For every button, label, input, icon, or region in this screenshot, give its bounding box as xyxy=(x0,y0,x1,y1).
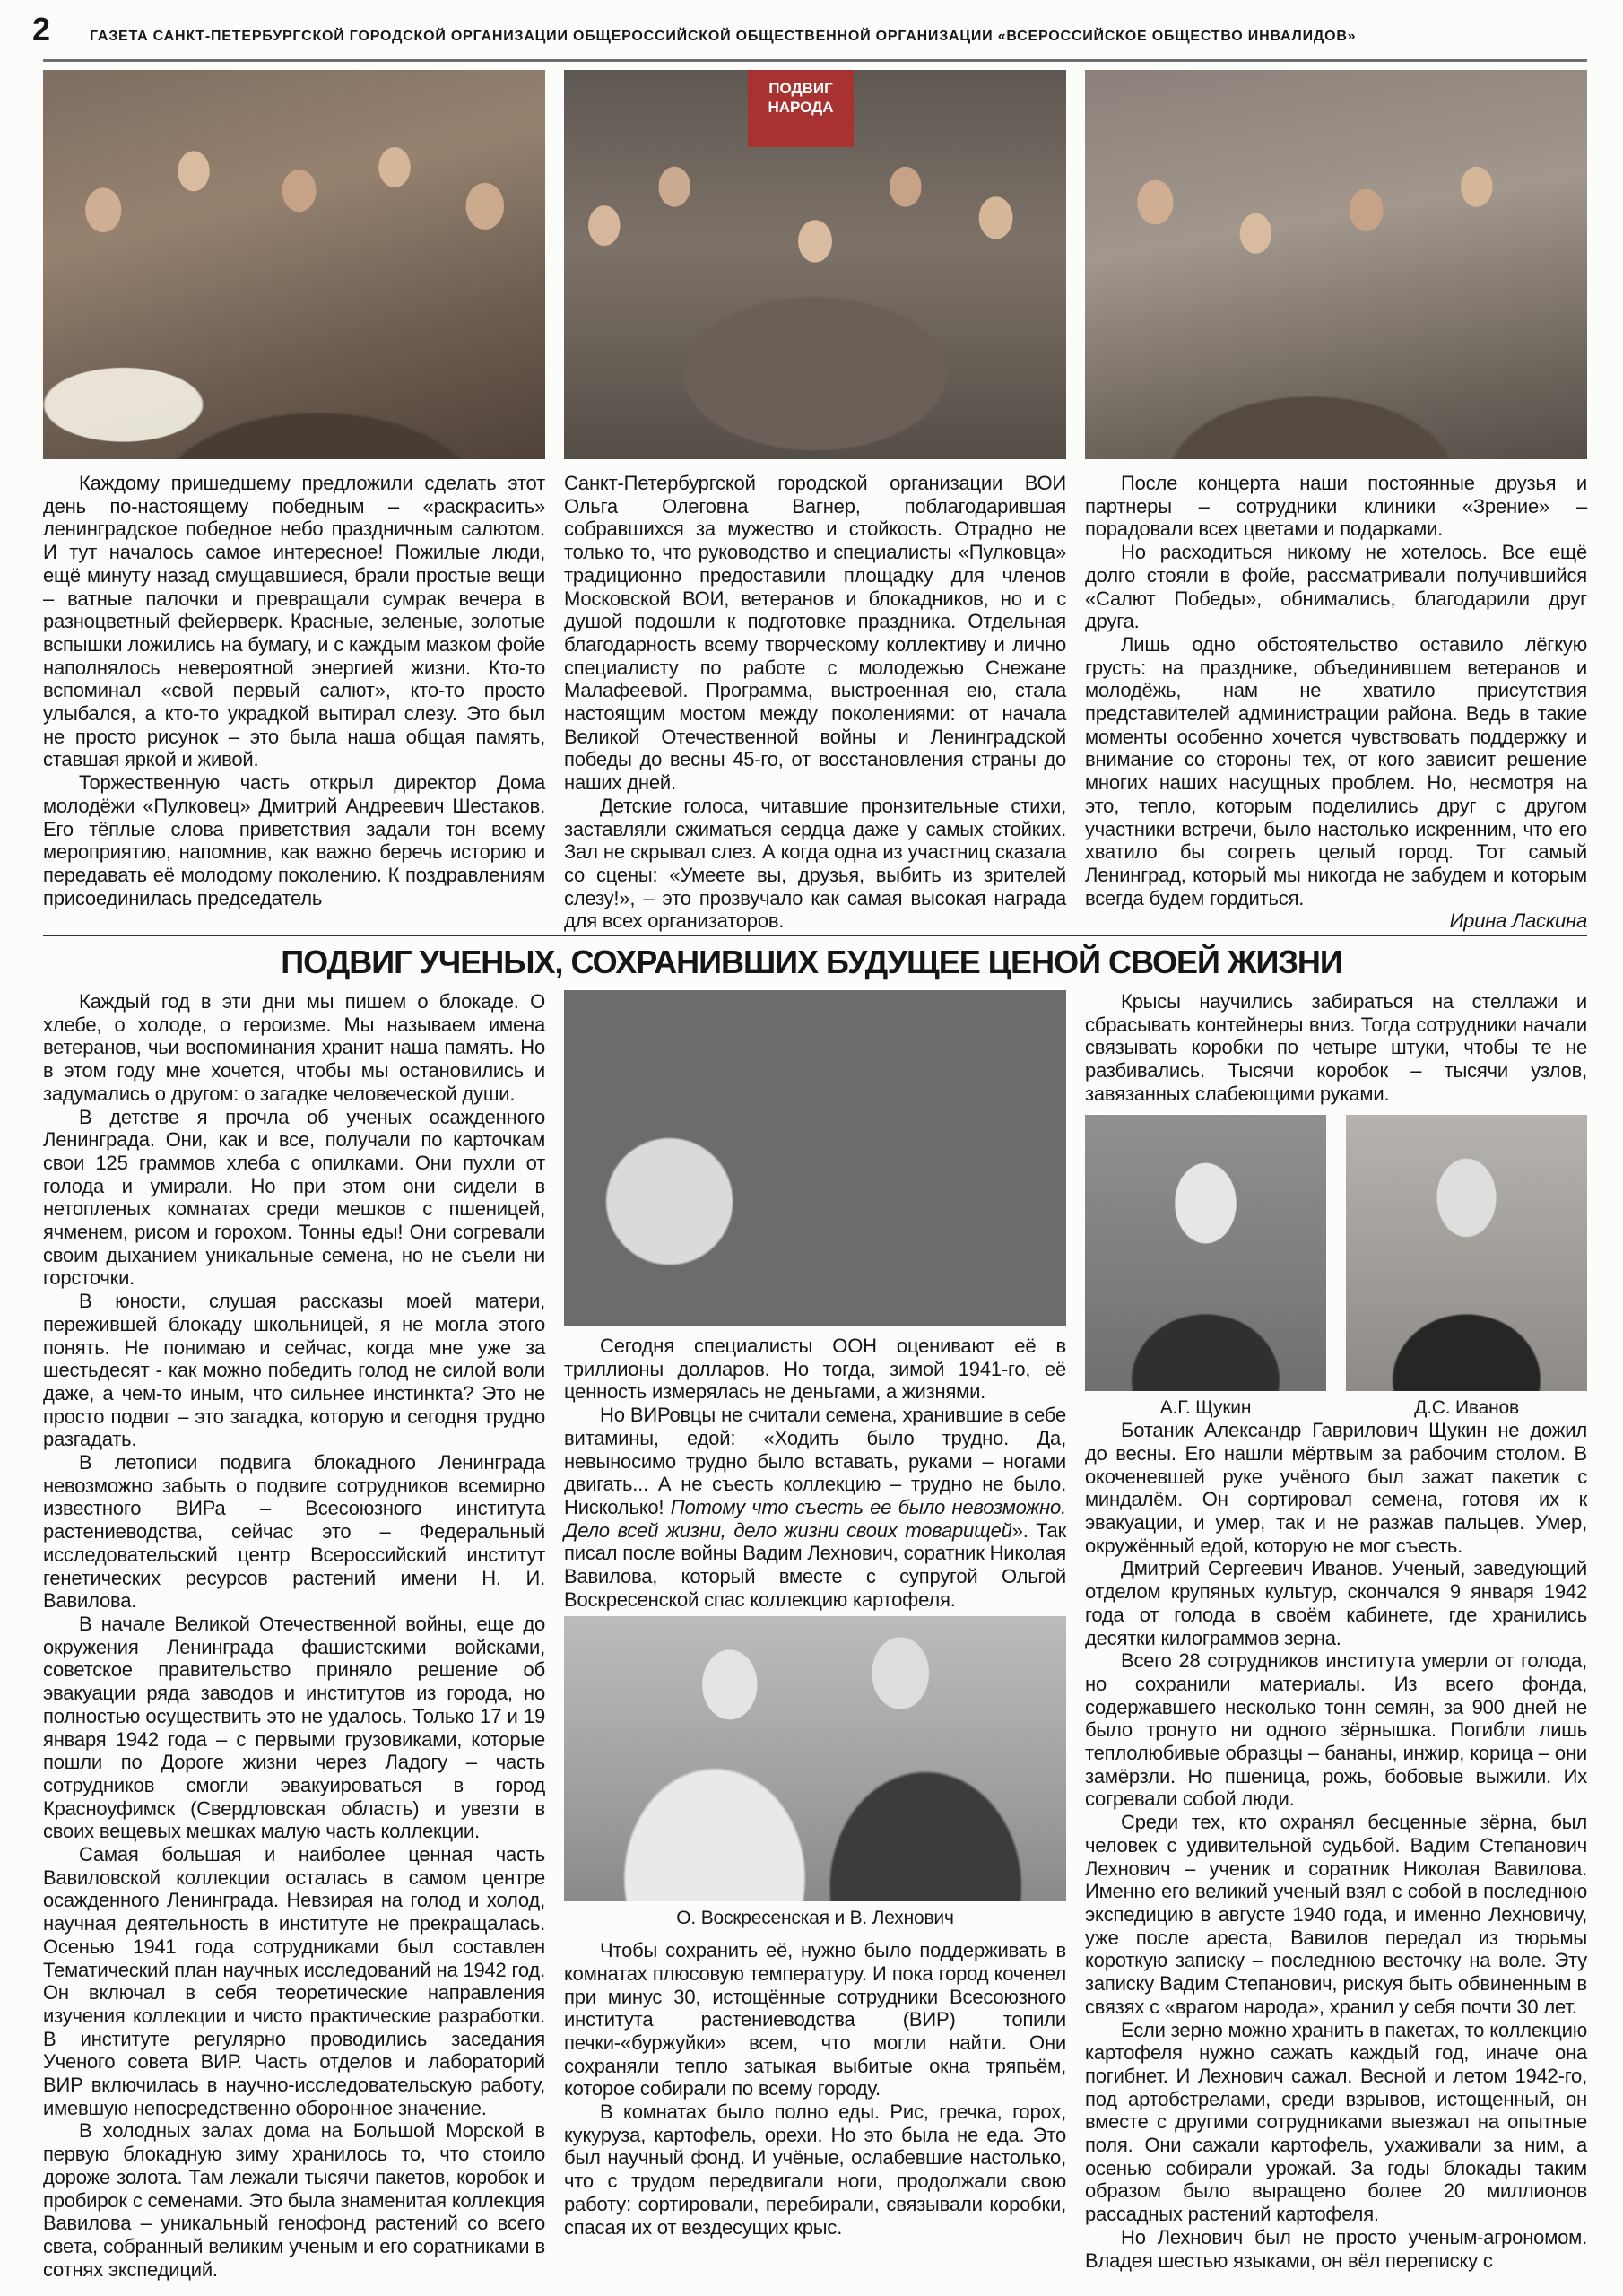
paragraph: В юности, слушая рассказы моей матери, пережившей блокаду школьницей, я не могла этого понять. Не понимаю и сейчас, когда мне уже за шестьдесят - как можно победить голод не силой воли даже, а чем-то иным, что сильнее инстинкта? Это не просто подвиг – это загадка, которую и сегодня трудно разгадать. xyxy=(43,1290,545,1451)
quote-regular: ». Так писал после войны Вадим Лехнович, соратник Николая Вавилова, который вместе с супругой Ольгой Воскресенской спас коллекцию картофеля. xyxy=(564,1518,1066,1611)
figure-couple xyxy=(564,1616,1066,1930)
masthead: ГАЗЕТА САНКТ-ПЕТЕРБУРГСКОЙ ГОРОДСКОЙ ОРГАНИЗАЦИИ ОБЩЕРОССИЙСКОЙ ОБЩЕСТВЕННОЙ ОРГАНИЗАЦИИ «ВСЕРОССИЙСКОЕ ОБЩЕСТВО ИНВАЛИДОВ» xyxy=(90,29,1357,44)
photo-caption: О. Воскресенская и В. Лехнович xyxy=(676,1908,954,1929)
paragraph: В комнатах было полно еды. Рис, гречка, горох, кукуруза, картофель, орехи. Но это была не еда. Это был научный фонд. И учёные, ослабевшие настолько, что с трудом передвигали ноги, продолжали свою работу: сортировали, перебирали, связывали коробки, спасая их от вездесущих крыс. xyxy=(564,2100,1066,2239)
photo-event-hall xyxy=(1085,70,1587,459)
paragraph: Чтобы сохранить её, нужно было поддерживать в комнатах плюсовую температуру. И пока город коченел при минус 30, истощённые сотрудники Всесоюзного института растениеводства (ВИР) топили печки-«буржуйки» всем, что могли найти. Они сохраняли тепло затыкая выбитые окна тряпьём, которое собирали по всему городу. xyxy=(564,1939,1066,2100)
quote-regular: Но ВИРовцы не считали семена, хранившие в себе витамины, едой: «Ходить было трудно. Да, невыносимо трудно было вставать, руками – ногами двигать... А не съесть коллекцию – трудно не было. Нисколько! xyxy=(564,1404,1066,1518)
portrait-row xyxy=(1085,1115,1587,1420)
article2-column-2 xyxy=(564,990,1066,2239)
banner-line: НАРОДА xyxy=(768,99,834,116)
photo-event-tables xyxy=(43,70,545,459)
article1-column-2 xyxy=(564,472,1066,933)
paragraph xyxy=(564,1404,1066,1611)
article2-headline: ПОДВИГ УЧЕНЫХ, СОХРАНИВШИХ БУДУЩЕЕ ЦЕНОЙ СВОЕЙ ЖИЗНИ xyxy=(281,944,1342,980)
photo-ivanov-portrait xyxy=(1346,1115,1587,1391)
paragraph: Ботаник Александр Гаврилович Щукин не дожил до весны. Его нашли мёртвым за рабочим столом. В окоченевшей руке учёного был зажат пакетик с миндалём. Он сортировал семена, готовя их к эвакуации, и умер, так и не разжав пальцев. Умер, окружённый едой, которую не мог съесть. xyxy=(1085,1419,1587,1557)
paragraph: Если зерно можно хранить в пакетах, то коллекцию картофеля нужно сажать каждый год, иначе она погибнет. И Лехнович сажал. Весной и летом 1942-го, под артобстрелами, среди взрывов, истощенный, он вместе с другими сотрудниками выезжал на опытные поля. Они сажали картофель, ухаживали за ним, а осенью собирали урожай. За годы блокады таким образом было выращено более 20 миллионов рассадных растений картофеля. xyxy=(1085,2018,1587,2226)
photo-shchukin-portrait xyxy=(1085,1115,1326,1391)
paragraph: Каждый год в эти дни мы пишем о блокаде. О хлебе, о холоде, о героизме. Мы называем имена ветеранов, чьи воспоминания хранит наша память. Но в этом году мне хочется, чтобы мы остановились и задумались о другом: о загадке человеческой души. xyxy=(43,990,545,1105)
article2-column-1 xyxy=(43,990,545,2281)
paragraph: Дмитрий Сергеевич Иванов. Ученый, заведующий отделом крупяных культур, скончался 9 января 1942 года от голода в своём кабинете, где хранились десятки килограммов зерна. xyxy=(1085,1557,1587,1649)
paragraph: В детстве я прочла об ученых осажденного Ленинграда. Они, как и все, получали по карточкам свои 125 граммов хлеба с опилками. Они пухли от голода и умирали. Но при этом они сидели в нетопленых комнатах среди мешков с пшеницей, ячменем, рисом и горохом. Тонны еды! Они согревали своим дыханием уникальные семена, но не съели ни горсточки. xyxy=(43,1105,545,1290)
paragraph: Самая большая и наиболее ценная часть Вавиловской коллекции осталась в самом центре осажденного Ленинграда. Невзирая на голод и холод, научная деятельность в институте не прекращалась. Осенью 1941 года сотрудниками был составлен Тематический план научных исследований на 1942 год. Он включал в себя теоретические направления изучения коллекции и чисто практические разработки. В институте регулярно проводились заседания Ученого совета ВИР. Часть отделов и лабораторий ВИР включилась в научно-исследовательскую работу, имевшую непосредственно оборонное значение. xyxy=(43,1843,545,2119)
banner-line: ПОДВИГ xyxy=(768,80,833,97)
page-number: 2 xyxy=(32,11,51,48)
paragraph: Лишь одно обстоятельство оставило лёгкую грусть: на празднике, объединившем ветеранов и молодёжь, нам не хватило присутствия представителей администрации района. Ведь в такие моменты особенно хочется чувствовать поддержку и внимание со стороны тех, от кого зависит решение многих наших насущных проблем. Но, несмотря на это, тепло, которым поделились друг с другом участники встречи, было настолько искренним, что его хватило бы согреть целый город. Тот самый Ленинград, который мы никогда не забудем и которым всегда будем гордиться. xyxy=(1085,632,1587,909)
paragraph: В холодных залах дома на Большой Морской в первую блокадную зиму хранилось то, что стоило дороже золота. Там лежали тысячи пакетов, коробок и пробирок с семенами. Это была знаменитая коллекция Вавилова – уникальный генофонд растений со всего света, собранный великим ученым и его соратниками в сотнях экспедиций. xyxy=(43,2119,545,2281)
article1-column-3 xyxy=(1085,472,1587,933)
paragraph: Торжественную часть открыл директор Дома молодёжи «Пулковец» Дмитрий Андреевич Шестаков. Его тёплые слова приветствия задали тон всему мероприятию, напомнив, как важно беречь историю и передавать её молодому поколению. К поздравлениям присоединилась председатель xyxy=(43,771,545,909)
paragraph: Детские голоса, читавшие пронзительные стихи, заставляли сжиматься сердца даже у самых стойких. Зал не скрывал слез. А когда одна из участниц сказала со сцены: «Умеете вы, друзья, выбить из зрителей слезу!», – это прозвучало как самая высокая награда для всех организаторов. xyxy=(564,794,1066,933)
photo-caption: А.Г. Щукин xyxy=(1159,1396,1252,1418)
paragraph: В начале Великой Отечественной войны, еще до окружения Ленинграда фашистскими войсками, советское правительство приняло решение об эвакуации ряда заводов и институтов из города, но полностью осуществить это не удалось. Только 17 и 19 января 1942 года – с первыми грузовиками, которые пошли по Дороге жизни через Ладогу – часть сотрудников смогли эвакуироваться в город Красноуфимск (Свердловская область) и увезти в своих вещевых мешках малую часть коллекции. xyxy=(43,1612,545,1843)
photo-event-group-banner xyxy=(564,70,1066,459)
paragraph: В летописи подвига блокадного Ленинграда невозможно забыть о подвиге сотрудников всемирно известного ВИРа – Всесоюзного института растениеводства, сейчас это – Федеральный исследовательский центр Всероссийский институт генетических ресурсов растений имени Н. И. Вавилова. xyxy=(43,1451,545,1613)
photo-seeds-in-dishes xyxy=(564,990,1066,1326)
article-divider-rule xyxy=(43,935,1587,936)
article2-column-3 xyxy=(1085,990,1587,2272)
paragraph: Каждому пришедшему предложили сделать этот день по-настоящему победным – «раскрасить» ленинградское победное небо праздничным салютом. И тут началось самое интересное! Пожилые люди, ещё минуту назад смущавшиеся, брали простые вещи – ватные палочки и превращали сумрак вечера в разноцветный фейерверк. Красные, зеленые, золотые вспышки ложились на бумагу, и с каждым мазком фойе наполнялось невероятной энергией жизни. Кто-то вспоминал «свой первый салют», кто-то просто улыбался, а кто-то украдкой вытирал слезу. Это был не просто рисунок – это была наша общая память, ставшая яркой и живой. xyxy=(43,472,545,771)
article1-column-1 xyxy=(43,472,545,909)
header-rule xyxy=(43,59,1587,62)
paragraph: Среди тех, кто охранял бесценные зёрна, был человек с удивительной судьбой. Вадим Степанович Лехнович – ученик и соратник Николая Вавилова. Именно его великий ученый взял с собой в последнюю экспедицию в августе 1940 года, и именно Лехновичу, уже после ареста, Вавилов передал из тюрьмы короткую записку – последнюю весточку на воле. Эту записку Вадим Степанович, рискуя быть обвиненным в связях с «врагом народа», хранил у себя почти 30 лет. xyxy=(1085,1811,1587,2018)
paragraph: Но Лехнович был не просто ученым-агрономом. Владея шестью языками, он вёл переписку с xyxy=(1085,2225,1587,2272)
paragraph: Сегодня специалисты ООН оценивают её в триллионы долларов. Но тогда, зимой 1941-го, её ценность измерялась не деньгами, а жизнями. xyxy=(564,1335,1066,1404)
article1-author: Ирина Ласкина xyxy=(1449,909,1587,933)
figure-ivanov xyxy=(1346,1115,1587,1420)
paragraph: Всего 28 сотрудников института умерли от голода, но сохранили материалы. Из всего фонда, содержавшего несколько тонн семян, за 900 дней не было тронуто ни одного зёрнышка. Погибли лишь теплолюбивые образцы – бананы, инжир, корица – они замёрзли. Но пшеница, рожь, бобовые выжили. Их согревали собой люди. xyxy=(1085,1649,1587,1811)
photo-voskresenskaya-lekhnovich xyxy=(564,1616,1066,1901)
paragraph: Санкт-Петербургской городской организации ВОИ Ольга Олеговна Вагнер, поблагодарившая собравшихся за мужество и стойкость. Отрадно не только то, что руководство и специалисты «Пулковца» традиционно предоставили площадку для членов Московской ВОИ, ветеранов и блокадников, но и с душой подошли к подготовке праздника. Отдельная благодарность всему творческому коллективу и лично специалисту по работе с молодежью Снежане Малафеевой. Программа, выстроенная ею, стала настоящим мостом между поколениями: от начала Великой Отечественной войны и Ленинградской победы до весны 45-го, от восстановления страны до наших дней. xyxy=(564,472,1066,795)
paragraph: Крысы научились забираться на стеллажи и сбрасывать контейнеры вниз. Тогда сотрудники начали связывать коробки по четыре штуки, чтобы те не разбивались. Тысячи коробок – тысячи узлов, завязанных слабеющими руками. xyxy=(1085,990,1587,1105)
podvig-naroda-banner xyxy=(748,70,854,147)
paragraph: Но расходиться никому не хотелось. Все ещё долго стояли в фойе, рассматривали получившийся «Салют Победы», обнимались, благодарили друг друга. xyxy=(1085,541,1587,633)
photo-caption: Д.С. Иванов xyxy=(1414,1396,1519,1418)
paragraph: После концерта наши постоянные друзья и партнеры – сотрудники клиники «Зрение» – порадовали всех цветами и подарками. xyxy=(1085,472,1587,541)
figure-shchukin xyxy=(1085,1115,1326,1420)
quote-italic: Потому что съесть ее было невозможно. Дело всей жизни, дело жизни своих товарищей xyxy=(564,1495,1066,1542)
